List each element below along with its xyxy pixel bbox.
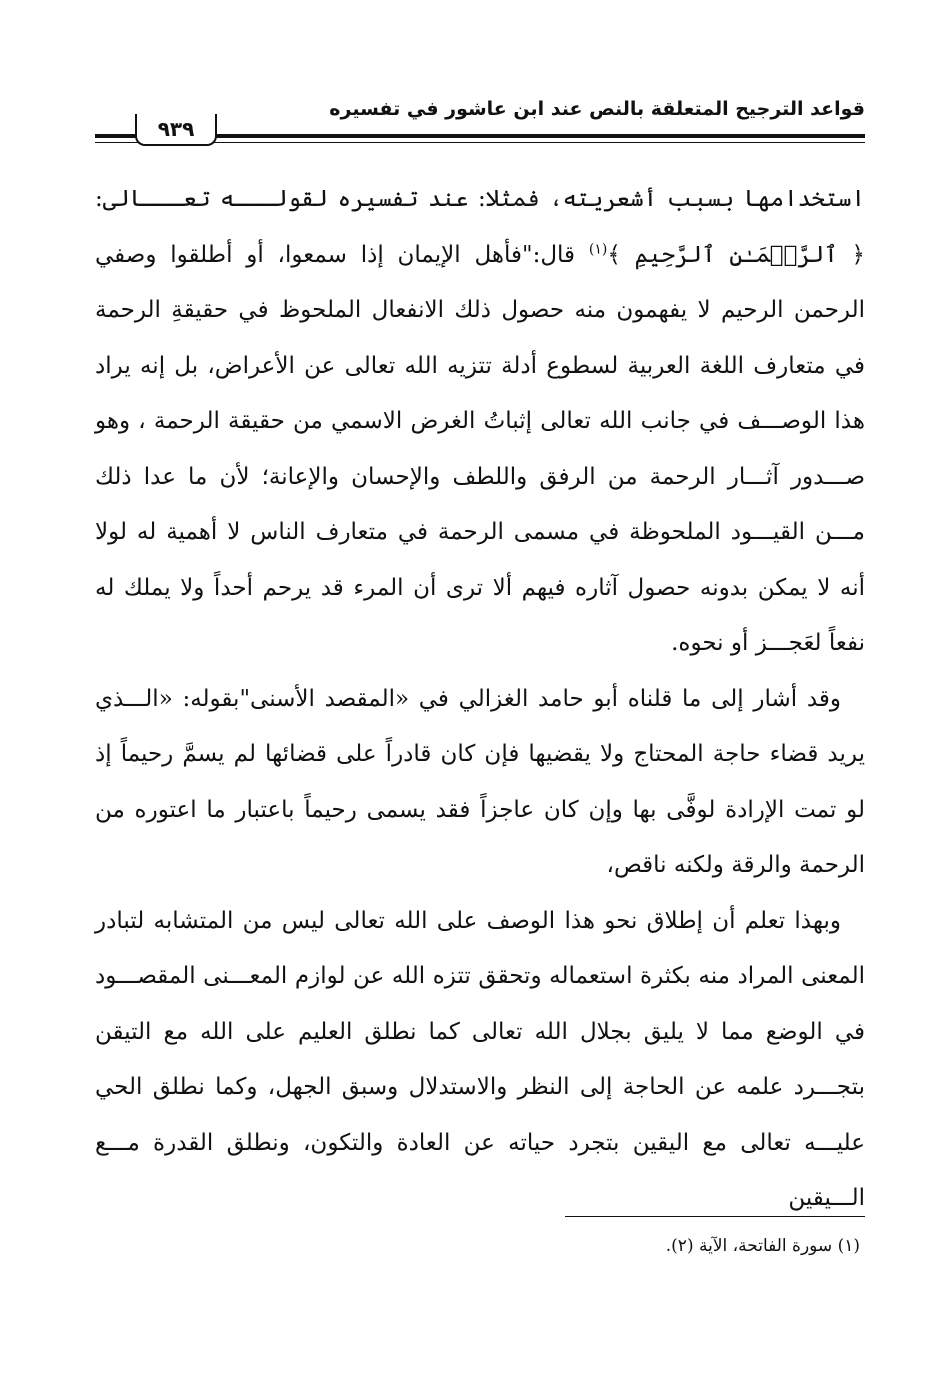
paragraph-1-text-a: استخدامها بسبب أشعريته، فمثلا: عند تفسيره لقولـــه تعـــالى: ﴿ ٱلرَّحۡمَـٰنِ ٱلرَّحِيمِ ﴾	[95, 186, 865, 268]
footnote-separator	[565, 1216, 865, 1217]
paragraph-2: وقد أشار إلى ما قلناه أبو حامد الغزالي في «المقصد الأسنى"بقوله: «الـــذي يريد قضاء حاجة المحتاج ولا يقضيها فإن كان قادراً على قضائها لم يسمَّ رحيماً إذ لو تمت الإرادة لوفَّى بها وإن كان عاجزاً فقد يسمى رحيماً باعتبار ما اعتوره من الرحمة والرقة ولكنه ناقص،	[95, 685, 865, 878]
page-number: ٩٣٩	[135, 114, 217, 146]
footnote-reference: (١)	[588, 240, 608, 257]
paragraph-1	[95, 172, 865, 672]
running-title: قواعد الترجيح المتعلقة بالنص عند ابن عاشور في تفسيره	[329, 98, 865, 120]
paragraph-1-text-b: قال:"فأهل الإيمان إذا سمعوا، أو أطلقوا وصفي الرحمن الرحيم لا يفهمون منه حصول ذلك الانفعال الملحوظ في حقيقةِ الرحمة في متعارف اللغة العربية لسطوع أدلة تتزيه الله تعالى عن الأعراض، بل إنه يراد هذا الوصـــف في جانب الله تعالى إثباتُ الغرض الاسمي من حقيقة الرحمة ، وهو صـــدور آثـــار الرحمة من الرفق واللطف والإحسان والإعانة؛ لأن ما عدا ذلك مـــن القيـــود الملحوظة في مسمى الرحمة في متعارف الناس لا أهمية له لولا أنه لا يمكن بدونه حصول آثاره فيهم ألا ترى أن المرء قد يرحم أحداً ولا يملك له نفعاً لعَجـــز أو نحوه.	[95, 241, 865, 656]
page-header	[95, 92, 865, 152]
body-text	[95, 172, 865, 1227]
paragraph-3: وبهذا تعلم أن إطلاق نحو هذا الوصف على الله تعالى ليس من المتشابه لتبادر المعنى المراد منه بكثرة استعماله وتحقق تتزه الله عن لوازم المعـــنى المقصـــود في الوضع مما لا يليق بجلال الله تعالى كما نطلق العليم على الله مع التيقن بتجـــرد علمه عن الحاجة إلى النظر والاستدلال وسبق الجهل، وكما نطلق الحي عليـــه تعالى مع اليقين بتجرد حياته عن العادة والتكون، ونطلق القدرة مـــع الـــيقين	[95, 907, 865, 1211]
footnote-1: (١) سورة الفاتحة، الآية (٢).	[665, 1236, 860, 1256]
